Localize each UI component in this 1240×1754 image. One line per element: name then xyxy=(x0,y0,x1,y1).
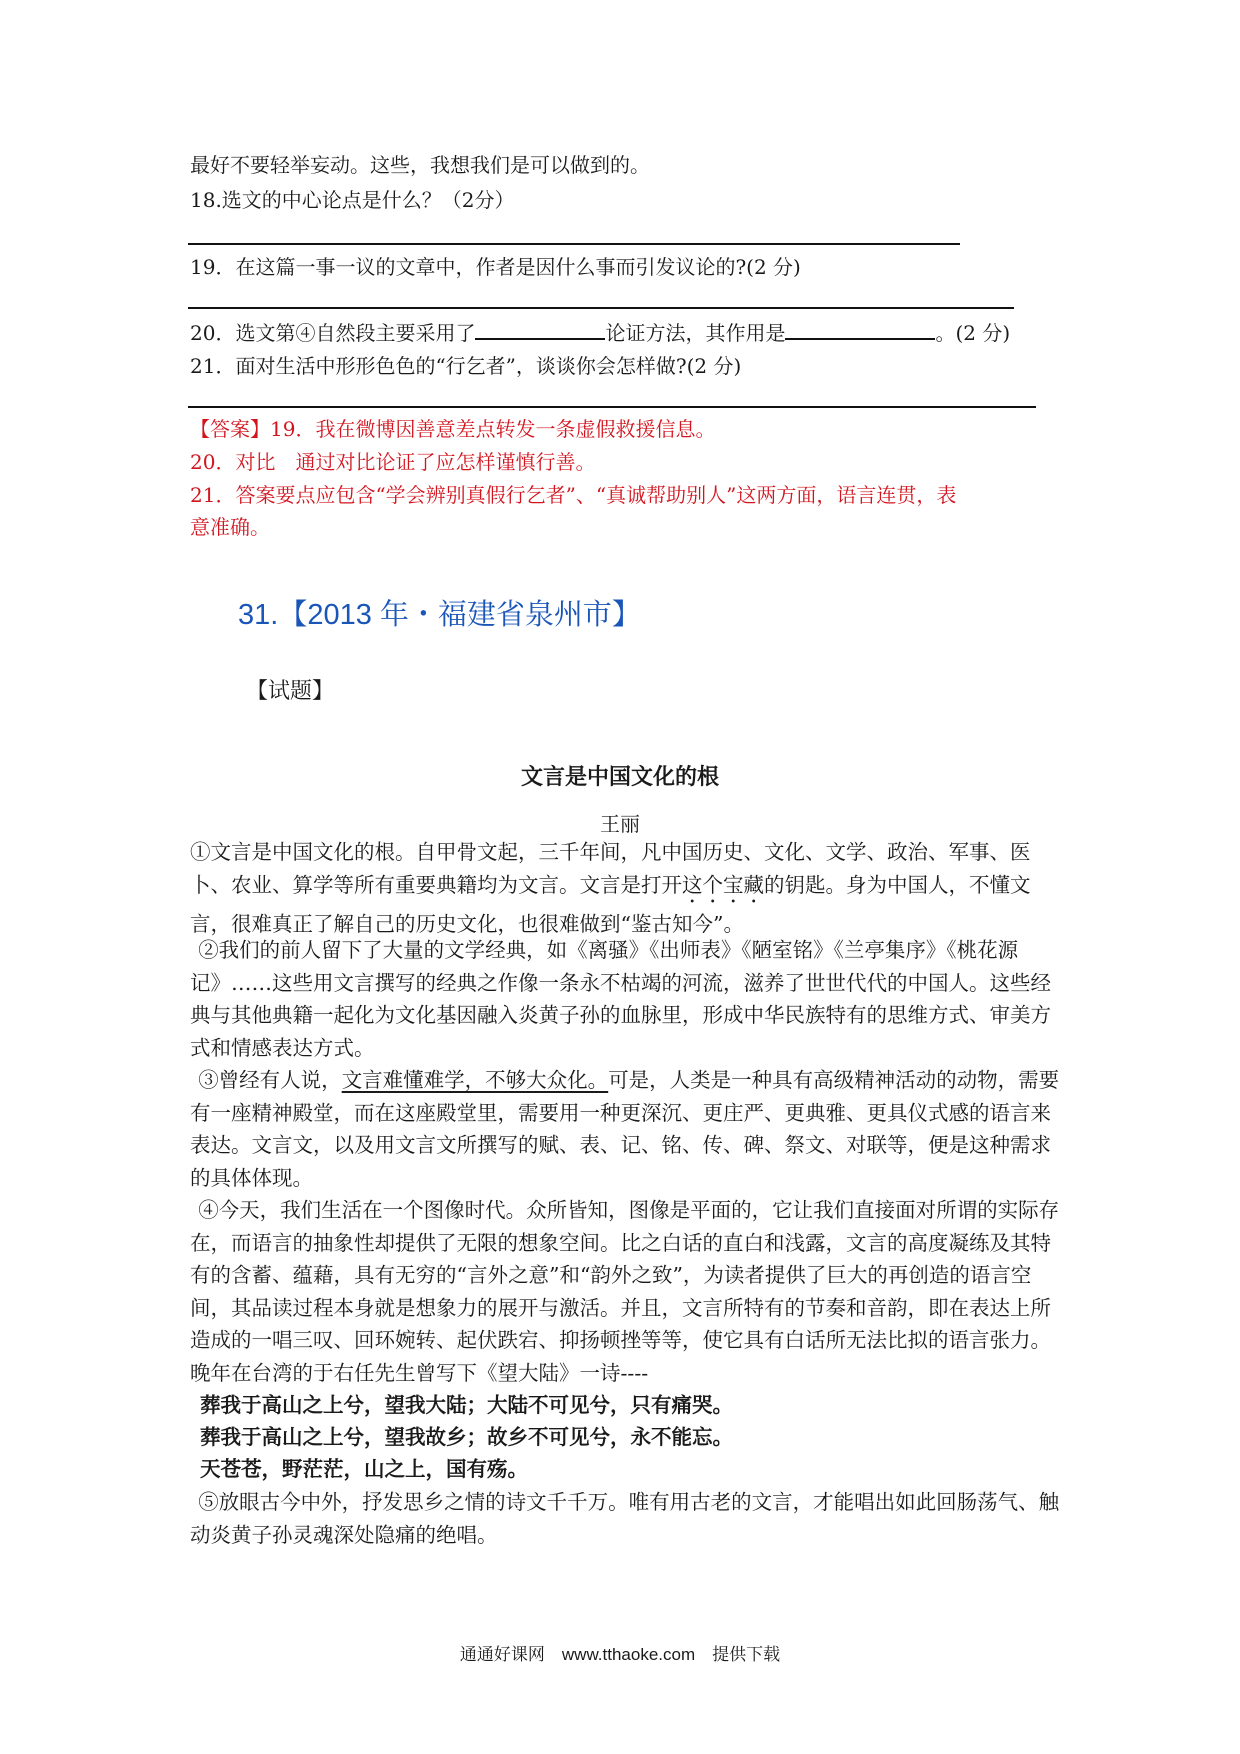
paragraph-1-text-b: 的钥匙。身为中国人，不懂文言，很难真正了解自己的历史文化，也很难做到“鉴古知今”。 xyxy=(190,872,1031,936)
paragraph-1-text-a: ①文言是中国文化的根。自甲骨文起，三千年间，凡中国历史、文化、文学、政治、军事、医卜、农业、算学等所有重要典籍均为文言。文言是打开 xyxy=(190,840,1031,897)
fill-blank-effect xyxy=(785,320,935,340)
paragraph-3 xyxy=(190,1064,1060,1194)
paragraph-3-text-b: 可是，人类是一种具有高级精神活动的动物，需要有一座精神殿堂，而在这座殿堂里，需要用一种更深沉、更庄严、更典雅、更具仪式感的语言来表达。文言文，以及用文言文所撰写的赋、表、记、铭、传、碑、祭文、对联等，便是这种需求的具体体现。 xyxy=(190,1068,1060,1190)
paragraph-5: ⑤放眼古今中外，抒发思乡之情的诗文千千万。唯有用古老的文言，才能唱出如此回肠荡气、触动炎黄子孙灵魂深处隐痛的绝唱。 xyxy=(190,1490,1060,1547)
paragraph-3-text-a: ③曾经有人说， xyxy=(198,1068,342,1092)
answer-line-21 xyxy=(188,406,1036,408)
article-author: 王丽 xyxy=(600,812,640,836)
fill-blank-method xyxy=(475,320,605,340)
question-18: 18.选文的中心论点是什么？（2分） xyxy=(190,188,515,212)
answer-line-19 xyxy=(188,307,1014,309)
answer-21-line2: 意准确。 xyxy=(190,515,270,539)
answer-19: 【答案】19．我在微博因善意差点转发一条虚假救援信息。 xyxy=(190,417,716,441)
poem-line-2: 葬我于高山之上兮，望我故乡；故乡不可见兮，永不能忘。 xyxy=(200,1425,733,1449)
poem-line-3: 天苍苍，野茫茫，山之上，国有殇。 xyxy=(200,1457,528,1481)
question-20-part-b: 论证方法，其作用是 xyxy=(605,321,786,345)
continued-text: 最好不要轻举妄动。这些，我想我们是可以做到的。 xyxy=(190,153,650,177)
underlined-claim: 文言难懂难学，不够大众化。 xyxy=(341,1068,609,1092)
page-footer: 通通好课网 www.tthaoke.com 提供下载 xyxy=(459,1645,781,1664)
poem-line-1: 葬我于高山之上兮，望我大陆；大陆不可见兮，只有痛哭。 xyxy=(200,1393,733,1417)
question-20 xyxy=(190,320,1010,345)
paragraph-2: ②我们的前人留下了大量的文学经典，如《离骚》《出师表》《陋室铭》《兰亭集序》《桃花源记》……这些用文言撰写的经典之作像一条永不枯竭的河流，滋养了世世代代的中国人。这些经典与其他典籍一起化为文化基因融入炎黄子孙的血脉里，形成中华民族特有的思维方式、审美方式和情感表达方式。 xyxy=(190,938,1051,1060)
emphasis-dotted-text: 这个宝藏 xyxy=(682,872,764,897)
question-tag: 【试题】 xyxy=(246,679,335,704)
question-20-part-a: 20．选文第④自然段主要采用了 xyxy=(190,321,476,345)
answer-21-line1: 21．答案要点应包含“学会辨别真假行乞者”、“真诚帮助别人”这两方面，语言连贯，表 xyxy=(190,483,957,507)
question-20-part-c: 。(2 分) xyxy=(935,321,1011,345)
paragraph-4: ④今天，我们生活在一个图像时代。众所皆知，图像是平面的，它让我们直接面对所谓的实际存在，而语言的抽象性却提供了无限的想象空间。比之白话的直白和浅露，文言的高度凝练及其特有的含蓄、蕴藉，具有无穷的“言外之意”和“韵外之致”，为读者提供了巨大的再创造的语言空间，其品读过程本身就是想象力的展开与激活。并且，文言所特有的节奏和音韵，即在表达上所造成的一唱三叹、回环婉转、起伏跌宕、抑扬顿挫等等，使它具有白话所无法比拟的语言张力。晚年在台湾的于右任先生曾写下《望大陆》一诗---- xyxy=(190,1198,1060,1385)
section-heading: 31.【2013 年・福建省泉州市】 xyxy=(238,599,641,631)
question-19: 19．在这篇一事一议的文章中，作者是因什么事而引发议论的?(2 分) xyxy=(190,255,801,279)
answer-20: 20．对比 通过对比论证了应怎样谨慎行善。 xyxy=(190,450,596,474)
paragraph-1 xyxy=(190,836,1060,940)
article-title: 文言是中国文化的根 xyxy=(520,765,719,790)
answer-line-18 xyxy=(188,243,960,245)
question-21: 21．面对生活中形形色色的“行乞者”，谈谈你会怎样做?(2 分) xyxy=(190,354,742,378)
